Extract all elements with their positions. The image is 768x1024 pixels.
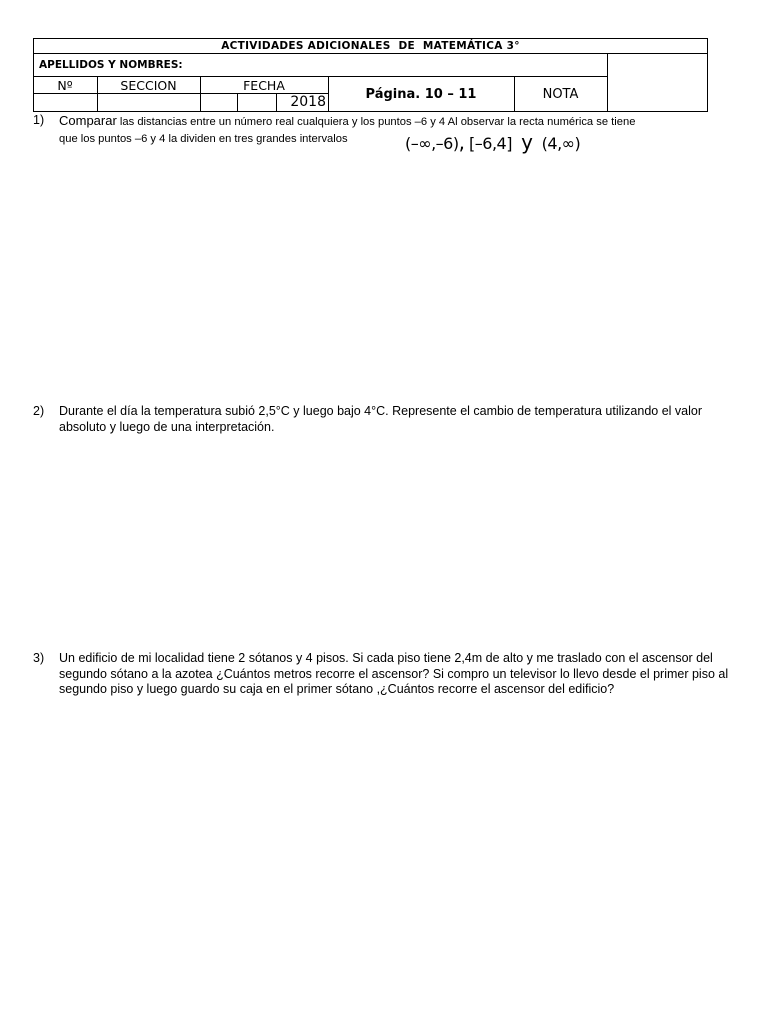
- question-3: [33, 651, 733, 698]
- interval-middle: [–6,4]: [469, 134, 512, 153]
- table-col-divider: [237, 93, 238, 112]
- number-field-label: Nº: [57, 77, 73, 93]
- interval-notation: [405, 130, 580, 154]
- question-1: [33, 113, 733, 147]
- question-text: [59, 113, 729, 147]
- year-value: 2018: [290, 94, 326, 110]
- question-text: Un edificio de mi localidad tiene 2 sótanos y 4 pisos. Si cada piso tiene 2,4m de alto y me traslado con el ascensor del segundo sótano a la azotea ¿Cuántos metros recorre el ascensor? Si compro un televisor lo llevo desde el primer piso al segundo piso y luego guardo su caja en el primer sótano ,¿Cuántos recorre el ascensor del edificio?: [59, 651, 729, 696]
- question-text: Durante el día la temperatura subió 2,5°C y luego bajo 4°C. Represente el cambio de temperatura utilizando el valor absoluto y luego de una interpretación.: [59, 404, 702, 434]
- section-field-label: SECCION: [120, 77, 177, 93]
- interval-right: (4,∞): [541, 134, 581, 153]
- question-number: 1): [33, 113, 45, 127]
- question-number: 3): [33, 651, 45, 665]
- page-range: Página. 10 – 11: [365, 86, 477, 102]
- date-field-label: FECHA: [243, 77, 285, 93]
- interval-left: (–∞,–6): [405, 134, 459, 153]
- worksheet-title: ACTIVIDADES ADICIONALES DE MATEMÁTICA 3°: [221, 39, 520, 52]
- table-col-divider: [607, 53, 608, 112]
- header-table: [33, 38, 708, 112]
- grade-field-label: NOTA: [542, 86, 579, 102]
- interval-conjunction: y: [521, 130, 533, 154]
- names-field-label: APELLIDOS Y NOMBRES:: [39, 59, 183, 71]
- question-lead-word: Comparar: [59, 113, 117, 128]
- question-line-1: las distancias entre un número real cualquiera y los puntos –6 y 4 Al observar la recta numérica se tiene: [116, 116, 636, 128]
- question-number: 2): [33, 404, 45, 418]
- question-line-2: que los puntos –6 y 4 la dividen en tres grandes intervalos: [59, 132, 348, 145]
- question-2: [33, 404, 733, 435]
- interval-separator: ,: [458, 130, 465, 154]
